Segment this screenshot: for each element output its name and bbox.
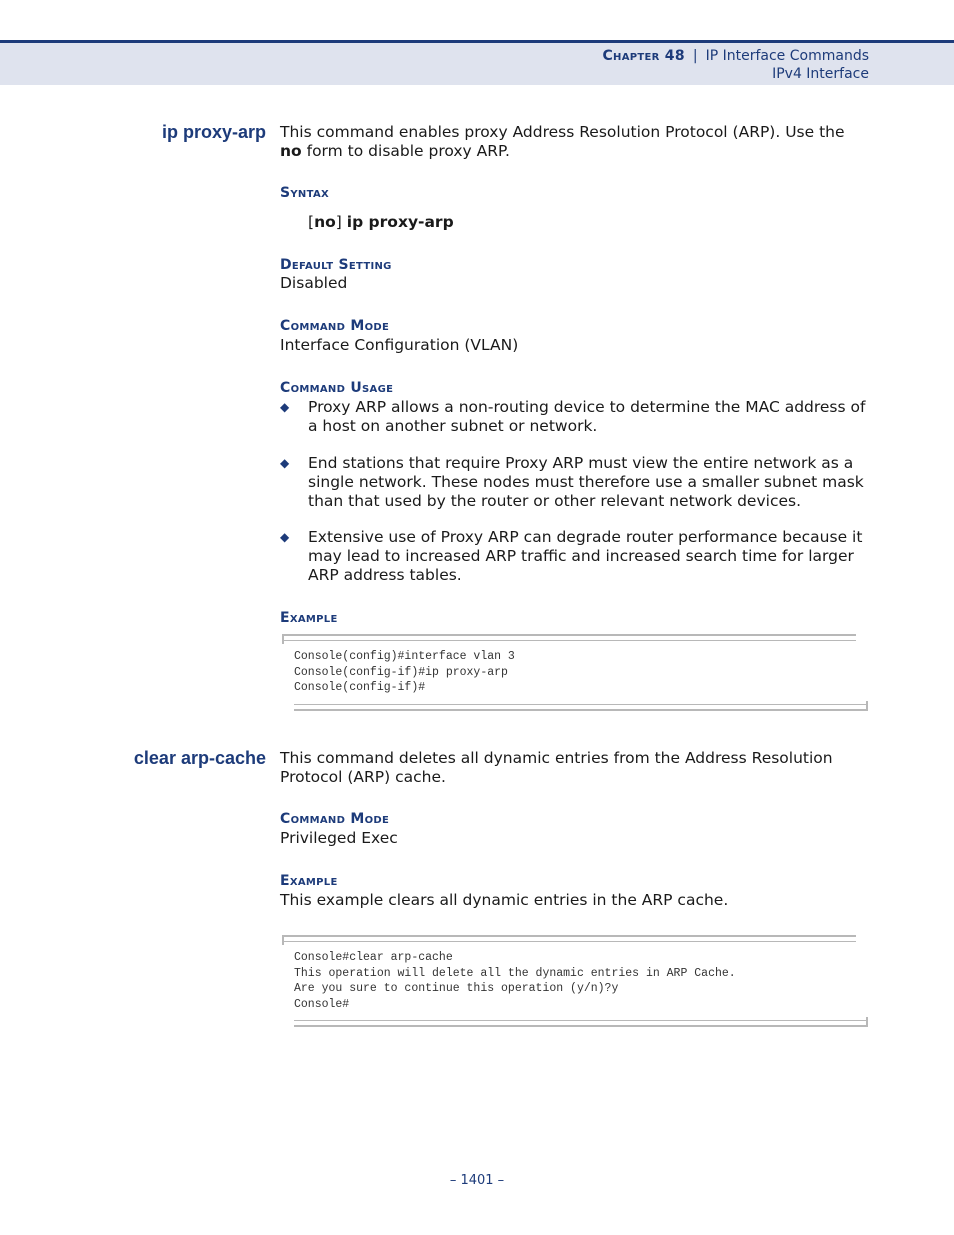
usage-bullet-text: Proxy ARP allows a non-routing device to determine the MAC address of a host on another subnet or network. xyxy=(308,398,866,435)
code-line: Console(config-if)#ip proxy-arp xyxy=(294,665,508,679)
code-line: Console# xyxy=(294,997,350,1011)
syntax-no: no xyxy=(314,213,336,231)
chapter-line xyxy=(602,48,869,64)
section-heading-example: Example xyxy=(280,873,338,889)
header-separator: | xyxy=(692,48,698,64)
usage-bullet xyxy=(280,454,870,511)
command-description xyxy=(280,123,870,161)
example-description: This example clears all dynamic entries in the ARP cache. xyxy=(280,891,729,909)
code-example-box xyxy=(282,935,868,1027)
command-title-ip-proxy-arp: ip proxy-arp xyxy=(161,122,266,142)
section-heading-command-mode: Command Mode xyxy=(280,318,390,334)
code-line: Console(config)#interface vlan 3 xyxy=(294,650,515,663)
command-mode-value: Interface Configuration (VLAN) xyxy=(280,336,519,354)
syntax-bracket-open: [ xyxy=(308,213,315,231)
section-heading-command-usage: Command Usage xyxy=(280,380,394,396)
subsection-title: IPv4 Interface xyxy=(772,66,869,82)
code-line: Are you sure to continue this operation (y/n)?y xyxy=(294,982,619,995)
description-text-end: form to disable proxy ARP. xyxy=(301,142,510,160)
code-line: Console(config-if)# xyxy=(294,681,426,694)
command-mode-value: Privileged Exec xyxy=(280,829,398,847)
code-block xyxy=(282,641,868,704)
command-title-clear-arp-cache: clear arp-cache xyxy=(133,748,266,768)
command-description: This command deletes all dynamic entries from the Address Resolution Protocol (ARP) cache. xyxy=(280,749,833,786)
section-heading-command-mode: Command Mode xyxy=(280,811,390,827)
description-keyword: no xyxy=(280,142,302,160)
section-heading-default-setting: Default Setting xyxy=(280,257,392,273)
usage-bullet xyxy=(280,398,870,436)
syntax-bracket-close: ] xyxy=(335,213,342,231)
usage-bullet xyxy=(280,528,870,585)
code-line: This operation will delete all the dynamic entries in ARP Cache. xyxy=(294,966,736,980)
diamond-bullet-icon: ◆ xyxy=(280,456,290,470)
usage-bullet-text: Extensive use of Proxy ARP can degrade router performance because it may lead to increased ARP traffic and increased search time for larger ARP address tables. xyxy=(308,528,863,584)
page-header xyxy=(0,40,954,85)
diamond-bullet-icon: ◆ xyxy=(280,400,290,414)
chapter-label: Chapter 48 xyxy=(602,48,685,64)
syntax-command: ip proxy-arp xyxy=(346,213,454,231)
page-number: – 1401 – xyxy=(449,1173,505,1188)
chapter-title: IP Interface Commands xyxy=(705,48,869,64)
syntax-line xyxy=(308,213,868,232)
default-setting-value: Disabled xyxy=(280,274,348,292)
description-text: This command enables proxy Address Resolution Protocol (ARP). Use the xyxy=(280,123,845,141)
code-example-box xyxy=(282,634,868,711)
code-line: Console#clear arp-cache xyxy=(294,951,453,964)
code-block xyxy=(282,942,868,1020)
section-heading-example: Example xyxy=(280,610,338,626)
section-heading-syntax: Syntax xyxy=(280,185,329,201)
usage-bullet-text: End stations that require Proxy ARP must view the entire network as a single network. These nodes must therefore use a smaller subnet mask than that used by the router or other relevant network devices. xyxy=(308,454,864,510)
diamond-bullet-icon: ◆ xyxy=(280,530,290,544)
